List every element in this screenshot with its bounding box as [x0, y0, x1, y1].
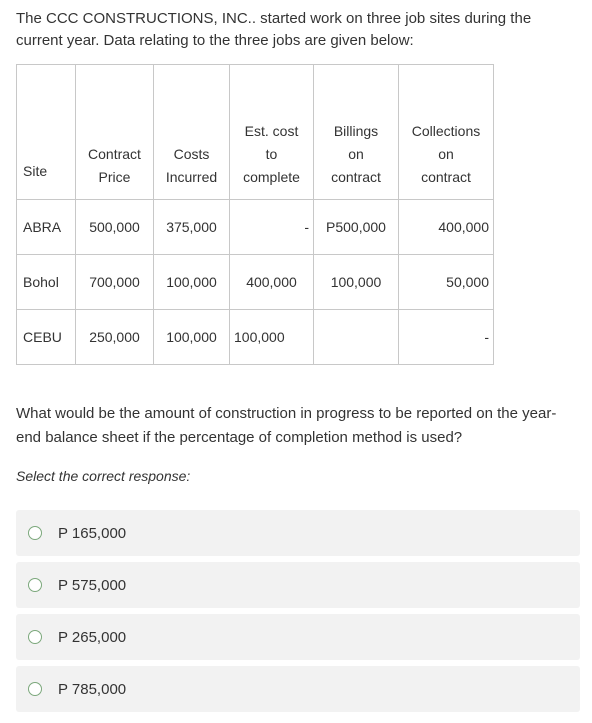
answer-option[interactable] — [16, 666, 580, 712]
answer-option-label: P 165,000 — [58, 524, 127, 542]
cell-est-cost: - — [230, 200, 314, 255]
header-billings — [314, 65, 399, 200]
header-est-cost-line2: to — [265, 146, 278, 162]
header-collections-line2: on — [438, 146, 454, 162]
header-site: Site — [17, 65, 76, 200]
cell-costs-incurred: 100,000 — [154, 255, 230, 310]
table-row — [17, 255, 494, 310]
answer-options — [16, 510, 580, 718]
header-est-cost — [230, 65, 314, 200]
cell-billings: 100,000 — [314, 255, 399, 310]
cell-site: ABRA — [17, 200, 76, 255]
cell-collections: 50,000 — [399, 255, 494, 310]
answer-option[interactable] — [16, 614, 580, 660]
radio-button[interactable] — [28, 526, 42, 540]
question-text: What would be the amount of construction in progress to be reported on the year-end balance sheet if the percentage of completion method is used? — [16, 405, 557, 446]
header-contract-price — [76, 65, 154, 200]
answer-option[interactable] — [16, 562, 580, 608]
job-data-table — [16, 64, 494, 365]
cell-est-cost: 100,000 — [230, 310, 314, 365]
radio-button[interactable] — [28, 578, 42, 592]
table-row — [17, 310, 494, 365]
header-billings-line1: Billings — [333, 123, 379, 139]
header-costs-incurred-line1: Costs — [173, 146, 210, 162]
cell-costs-incurred: 100,000 — [154, 310, 230, 365]
answer-option[interactable] — [16, 510, 580, 556]
cell-collections: 400,000 — [399, 200, 494, 255]
header-costs-incurred-line2: Incurred — [165, 169, 218, 185]
table-row — [17, 200, 494, 255]
radio-button[interactable] — [28, 682, 42, 696]
answer-option-label: P 265,000 — [58, 628, 127, 646]
header-costs-incurred — [154, 65, 230, 200]
header-billings-line3: contract — [331, 169, 381, 185]
header-collections-line1: Collections — [411, 123, 481, 139]
cell-contract-price: 250,000 — [76, 310, 154, 365]
cell-est-cost: 400,000 — [230, 255, 314, 310]
header-collections — [399, 65, 494, 200]
header-contract-price-line2: Price — [98, 169, 131, 185]
header-est-cost-line3: complete — [243, 169, 300, 185]
cell-site: CEBU — [17, 310, 76, 365]
header-collections-line3: contract — [421, 169, 471, 185]
table-header-row — [17, 65, 494, 200]
header-est-cost-line1: Est. cost — [244, 123, 299, 139]
header-contract-price-line1: Contract — [88, 146, 141, 162]
cell-contract-price: 500,000 — [76, 200, 154, 255]
radio-button[interactable] — [28, 630, 42, 644]
cell-billings — [314, 310, 399, 365]
cell-contract-price: 700,000 — [76, 255, 154, 310]
answer-option-label: P 785,000 — [58, 680, 127, 698]
header-billings-line2: on — [348, 146, 364, 162]
intro-text: The CCC CONSTRUCTIONS, INC.. started work on three job sites during the current year. Data relating to the three jobs are given below: — [16, 10, 532, 49]
cell-collections: - — [399, 310, 494, 365]
answer-option-label: P 575,000 — [58, 576, 127, 594]
response-prompt: Select the correct response: — [16, 468, 191, 484]
cell-site: Bohol — [17, 255, 76, 310]
cell-costs-incurred: 375,000 — [154, 200, 230, 255]
cell-billings: P500,000 — [314, 200, 399, 255]
